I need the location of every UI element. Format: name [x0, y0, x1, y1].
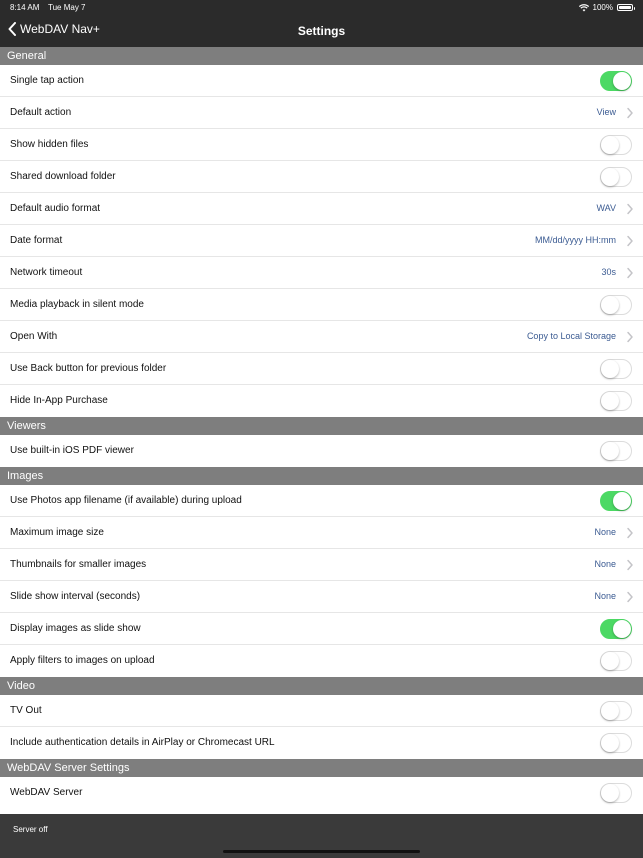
section-general — [0, 47, 643, 417]
setting-value: MM/dd/yyyy HH:mm — [535, 235, 616, 245]
toggle-knob — [601, 168, 619, 186]
setting-label: Network timeout — [10, 267, 83, 278]
setting-label: Hide In-App Purchase — [10, 395, 108, 406]
navigation-bar — [0, 16, 643, 47]
chevron-right-icon — [626, 559, 634, 571]
setting-value: 30s — [601, 267, 616, 277]
battery-icon — [617, 4, 633, 11]
chevron-right-icon — [626, 527, 634, 539]
setting-label: Include authentication details in AirPlay or Chromecast URL — [10, 737, 275, 748]
status-right — [579, 3, 633, 12]
toggle-knob — [601, 652, 619, 670]
setting-row-media-playback-in-silent-mode — [0, 289, 643, 321]
setting-row-use-back-button-for-previous-folder — [0, 353, 643, 385]
toggle-switch[interactable] — [600, 733, 632, 753]
setting-label: Single tap action — [10, 75, 84, 86]
status-time: 8:14 AM — [10, 3, 40, 12]
toggle-switch[interactable] — [600, 135, 632, 155]
status-bar — [0, 0, 643, 16]
chevron-right-icon — [626, 235, 634, 247]
toggle-knob — [601, 442, 619, 460]
setting-row-network-timeout[interactable] — [0, 257, 643, 289]
setting-row-default-audio-format[interactable] — [0, 193, 643, 225]
toggle-switch[interactable] — [600, 619, 632, 639]
toggle-switch[interactable] — [600, 441, 632, 461]
setting-row-tv-out — [0, 695, 643, 727]
section-viewers — [0, 417, 643, 467]
toggle-knob — [613, 72, 631, 90]
setting-row-thumbnails-for-smaller-images[interactable] — [0, 549, 643, 581]
setting-row-date-format[interactable] — [0, 225, 643, 257]
setting-label: Apply filters to images on upload — [10, 655, 155, 666]
setting-row-hide-in-app-purchase — [0, 385, 643, 417]
setting-row-single-tap-action — [0, 65, 643, 97]
setting-label: Maximum image size — [10, 527, 104, 538]
setting-value: None — [594, 559, 616, 569]
section-images — [0, 467, 643, 677]
toggle-knob — [601, 296, 619, 314]
setting-row-maximum-image-size[interactable] — [0, 517, 643, 549]
setting-row-display-images-as-slide-show — [0, 613, 643, 645]
setting-row-show-hidden-files — [0, 129, 643, 161]
toggle-knob — [601, 136, 619, 154]
setting-label: Display images as slide show — [10, 623, 141, 634]
setting-row-use-photos-app-filename-if-available-during-upload — [0, 485, 643, 517]
toggle-knob — [613, 620, 631, 638]
toggle-knob — [601, 734, 619, 752]
setting-label: Show hidden files — [10, 139, 89, 150]
section-webdav-server-settings — [0, 759, 643, 809]
section-video — [0, 677, 643, 759]
toggle-switch[interactable] — [600, 491, 632, 511]
toggle-switch[interactable] — [600, 167, 632, 187]
section-header: WebDAV Server Settings — [0, 759, 643, 777]
setting-label: Default action — [10, 107, 72, 118]
section-header: Images — [0, 467, 643, 485]
section-header: Viewers — [0, 417, 643, 435]
section-header: General — [0, 47, 643, 65]
toggle-switch[interactable] — [600, 651, 632, 671]
setting-label: Use Photos app filename (if available) during upload — [10, 495, 242, 506]
page-title: Settings — [297, 24, 346, 38]
server-status: Server off — [13, 825, 48, 834]
toggle-knob — [613, 492, 631, 510]
chevron-right-icon — [626, 331, 634, 343]
setting-label: Media playback in silent mode — [10, 299, 144, 310]
setting-row-use-built-in-ios-pdf-viewer — [0, 435, 643, 467]
setting-value: WAV — [596, 203, 616, 213]
setting-row-apply-filters-to-images-on-upload — [0, 645, 643, 677]
setting-row-include-authentication-details-in-airplay-or-chromecast-url — [0, 727, 643, 759]
setting-label: Use built-in iOS PDF viewer — [10, 445, 134, 456]
toggle-knob — [601, 702, 619, 720]
toggle-switch[interactable] — [600, 701, 632, 721]
setting-label: TV Out — [10, 705, 42, 716]
status-date: Tue May 7 — [48, 3, 86, 12]
setting-label: Shared download folder — [10, 171, 116, 182]
setting-row-default-action[interactable] — [0, 97, 643, 129]
section-header: Video — [0, 677, 643, 695]
wifi-icon — [579, 4, 589, 12]
toggle-switch[interactable] — [600, 71, 632, 91]
home-indicator[interactable] — [223, 850, 420, 853]
setting-row-shared-download-folder — [0, 161, 643, 193]
setting-label: Thumbnails for smaller images — [10, 559, 147, 570]
battery-percent: 100% — [592, 3, 613, 12]
back-button-label: WebDAV Nav+ — [20, 22, 100, 36]
setting-value: View — [596, 107, 616, 117]
setting-row-open-with[interactable] — [0, 321, 643, 353]
toggle-knob — [601, 392, 619, 410]
chevron-right-icon — [626, 267, 634, 279]
toggle-switch[interactable] — [600, 391, 632, 411]
chevron-right-icon — [626, 591, 634, 603]
toggle-switch[interactable] — [600, 783, 632, 803]
setting-label: Use Back button for previous folder — [10, 363, 167, 374]
setting-label: Open With — [10, 331, 58, 342]
setting-value: None — [594, 527, 616, 537]
chevron-right-icon — [626, 203, 634, 215]
setting-value: Copy to Local Storage — [526, 331, 616, 341]
settings-list — [0, 47, 643, 809]
setting-label: WebDAV Server — [10, 787, 83, 798]
setting-label: Default audio format — [10, 203, 101, 214]
chevron-right-icon — [626, 107, 634, 119]
setting-value: None — [594, 591, 616, 601]
setting-row-slide-show-interval-seconds[interactable] — [0, 581, 643, 613]
setting-label: Date format — [10, 235, 63, 246]
toggle-switch[interactable] — [600, 359, 632, 379]
footer-bar — [0, 814, 643, 858]
setting-row-webdav-server — [0, 777, 643, 809]
toggle-knob — [601, 360, 619, 378]
setting-label: Slide show interval (seconds) — [10, 591, 141, 602]
toggle-switch[interactable] — [600, 295, 632, 315]
toggle-knob — [601, 784, 619, 802]
